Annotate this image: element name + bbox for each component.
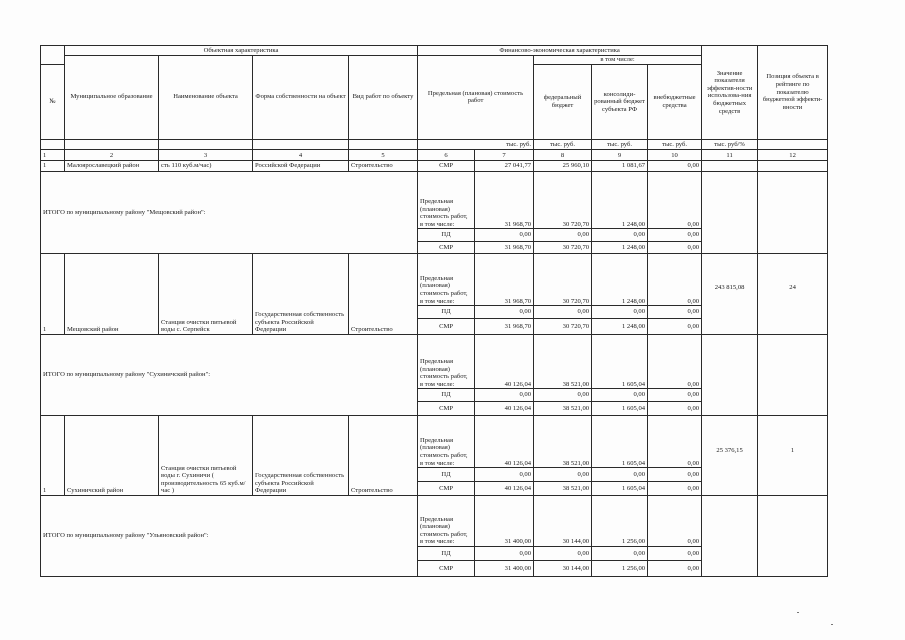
pd-label: ПД (418, 389, 475, 402)
pd-federal: 0,00 (534, 547, 592, 561)
pd-total: 0,00 (475, 306, 534, 319)
pd-federal: 0,00 (534, 306, 592, 319)
cost-label: Предельная (плановая) стоимость работ, в том числе: (418, 253, 475, 305)
pd-total: 0,00 (475, 229, 534, 242)
smr-offbudget: 0,00 (648, 560, 702, 576)
header-including: в том числе: (534, 55, 702, 65)
col-number: 3 (159, 150, 253, 161)
unit-consolidated: тыс. руб. (592, 139, 648, 150)
header-row-groups (41, 46, 828, 56)
row-object-name: сть 110 куб.м/час) (159, 161, 253, 172)
total-row (41, 171, 828, 229)
header-offbudget: внебюджетные средства (648, 65, 702, 140)
smr-label: СМР (418, 481, 475, 495)
scan-speck (797, 612, 799, 613)
cost-label: Предельная (плановая) стоимость работ, в том числе: (418, 171, 475, 229)
header-consolidated: консолиди-рованный бюджет субъекта РФ (592, 65, 648, 140)
col-number: 6 (418, 150, 475, 161)
header-cost: Предельная (плановая) стоимость работ (418, 55, 534, 139)
smr-offbudget: 0,00 (648, 318, 702, 334)
smr-federal: 30 720,70 (534, 242, 592, 254)
pd-label: ПД (418, 468, 475, 482)
consolidated-value: 1 256,00 (592, 495, 648, 546)
offbudget-value: 0,00 (648, 495, 702, 546)
col-number: 1 (41, 150, 65, 161)
smr-label: СМР (418, 242, 475, 254)
pd-offbudget: 0,00 (648, 389, 702, 402)
rank-value: 24 (758, 253, 828, 334)
pd-offbudget: 0,00 (648, 468, 702, 482)
total-row (41, 495, 828, 546)
header-row-units (41, 139, 828, 150)
pd-consolidated: 0,00 (592, 389, 648, 402)
unit-cost: тыс. руб. (418, 139, 534, 150)
consolidated-value: 1 605,04 (592, 415, 648, 467)
row-municipality: Мещовский район (65, 253, 159, 334)
total-value: 31 400,00 (475, 495, 534, 546)
row-no: 1 (41, 253, 65, 334)
federal-value: 30 144,00 (534, 495, 592, 546)
row-total: 27 041,77 (475, 161, 534, 172)
row-work-type: Строительство (349, 253, 418, 334)
header-object-name: Наименование объекта (159, 55, 253, 139)
header-finance-group: Финансово-экономическая характеристика (418, 46, 702, 56)
col-number: 10 (648, 150, 702, 161)
pd-consolidated: 0,00 (592, 229, 648, 242)
pd-offbudget: 0,00 (648, 229, 702, 242)
pd-federal: 0,00 (534, 468, 592, 482)
pd-total: 0,00 (475, 389, 534, 402)
header-federal: федеральный бюджет (534, 65, 592, 140)
header-efficiency: Значение показателя эффектив-ности использова-ния бюджетных средств (702, 46, 758, 140)
table-row (41, 415, 828, 467)
row-ownership: Государственная собственность субъекта Российской Федерации (253, 253, 349, 334)
cost-label: Предельная (плановая) стоимость работ, в том числе: (418, 334, 475, 388)
row-municipality: Малоярославецкий район (65, 161, 159, 172)
total-value: 31 968,70 (475, 171, 534, 229)
col-number: 8 (534, 150, 592, 161)
unit-federal: тыс. руб. (534, 139, 592, 150)
pd-offbudget: 0,00 (648, 547, 702, 561)
smr-total: 31 968,70 (475, 242, 534, 254)
unit-offbudget: тыс. руб. (648, 139, 702, 150)
smr-label: СМР (418, 402, 475, 416)
federal-value: 38 521,00 (534, 415, 592, 467)
federal-value: 30 720,70 (534, 171, 592, 229)
smr-offbudget: 0,00 (648, 402, 702, 416)
row-object-name: Станция очистки питьевой воды г. Сухиничи ( производительность 65 куб.м/час ) (159, 415, 253, 495)
col-number: 4 (253, 150, 349, 161)
total-label: ИТОГО по муниципальному району "Сухиничский район": (41, 334, 418, 415)
smr-federal: 30 720,70 (534, 318, 592, 334)
header-municipality: Муниципальное образование (65, 55, 159, 139)
smr-total: 31 400,00 (475, 560, 534, 576)
pd-offbudget: 0,00 (648, 306, 702, 319)
efficiency-value: 243 815,08 (702, 253, 758, 334)
total-label: ИТОГО по муниципальному району "Мещовский район": (41, 171, 418, 253)
header-no-cell (41, 46, 65, 65)
row-consolidated: 1 081,67 (592, 161, 648, 172)
consolidated-value: 1 605,04 (592, 334, 648, 388)
total-value: 40 126,04 (475, 334, 534, 388)
smr-federal: 30 144,00 (534, 560, 592, 576)
pd-total: 0,00 (475, 468, 534, 482)
table-row (41, 253, 828, 305)
table-row (41, 161, 828, 172)
unit-efficiency: тыс. руб/% (702, 139, 758, 150)
pd-label: ПД (418, 229, 475, 242)
row-object-name: Станция очистки питьевой воды с. Серпейск (159, 253, 253, 334)
consolidated-value: 1 248,00 (592, 253, 648, 305)
smr-label: СМР (418, 318, 475, 334)
smr-total: 40 126,04 (475, 481, 534, 495)
row-federal: 25 960,10 (534, 161, 592, 172)
federal-value: 30 720,70 (534, 253, 592, 305)
row-municipality: Сухиничский район (65, 415, 159, 495)
efficiency-value: 25 376,15 (702, 415, 758, 495)
offbudget-value: 0,00 (648, 334, 702, 388)
pd-consolidated: 0,00 (592, 468, 648, 482)
smr-offbudget: 0,00 (648, 481, 702, 495)
row-offbudget: 0,00 (648, 161, 702, 172)
smr-consolidated: 1 605,04 (592, 481, 648, 495)
row-work-type: Строительство (349, 161, 418, 172)
row-no: 1 (41, 161, 65, 172)
col-number: 2 (65, 150, 159, 161)
header-work-type: Вид работ по объекту (349, 55, 418, 139)
smr-total: 40 126,04 (475, 402, 534, 416)
col-number: 12 (758, 150, 828, 161)
total-value: 31 968,70 (475, 253, 534, 305)
pd-consolidated: 0,00 (592, 547, 648, 561)
total-label: ИТОГО по муниципальному району "Ульяновский район": (41, 495, 418, 576)
pd-total: 0,00 (475, 547, 534, 561)
header-no: № (41, 65, 65, 140)
consolidated-value: 1 248,00 (592, 171, 648, 229)
pd-federal: 0,00 (534, 389, 592, 402)
header-rank: Позиция объекта в рейтинге по показателю бюджетной эффекти-вности (758, 46, 828, 140)
pd-label: ПД (418, 306, 475, 319)
smr-label: СМР (418, 560, 475, 576)
header-object-group: Объектная характеристика (65, 46, 418, 56)
row-ownership: Российской Федерации (253, 161, 349, 172)
offbudget-value: 0,00 (648, 415, 702, 467)
scan-speck (831, 624, 833, 625)
col-number: 7 (475, 150, 534, 161)
row-ownership: Государственная собственность субъекта Российской Федерации (253, 415, 349, 495)
pd-label: ПД (418, 547, 475, 561)
row-cost-type: СМР (418, 161, 475, 172)
cost-label: Предельная (плановая) стоимость работ, в том числе: (418, 495, 475, 546)
smr-total: 31 968,70 (475, 318, 534, 334)
col-number: 5 (349, 150, 418, 161)
offbudget-value: 0,00 (648, 253, 702, 305)
federal-value: 38 521,00 (534, 334, 592, 388)
header-ownership: Форма собственности на объект (253, 55, 349, 139)
smr-federal: 38 521,00 (534, 481, 592, 495)
offbudget-value: 0,00 (648, 171, 702, 229)
total-value: 40 126,04 (475, 415, 534, 467)
finance-table (40, 45, 828, 577)
pd-consolidated: 0,00 (592, 306, 648, 319)
col-number: 9 (592, 150, 648, 161)
col-number: 11 (702, 150, 758, 161)
total-row (41, 334, 828, 388)
row-no: 1 (41, 415, 65, 495)
row-work-type: Строительство (349, 415, 418, 495)
header-row-numbers (41, 150, 828, 161)
smr-consolidated: 1 256,00 (592, 560, 648, 576)
rank-value: 1 (758, 415, 828, 495)
pd-federal: 0,00 (534, 229, 592, 242)
smr-offbudget: 0,00 (648, 242, 702, 254)
smr-consolidated: 1 248,00 (592, 242, 648, 254)
smr-consolidated: 1 248,00 (592, 318, 648, 334)
smr-consolidated: 1 605,04 (592, 402, 648, 416)
smr-federal: 38 521,00 (534, 402, 592, 416)
cost-label: Предельная (плановая) стоимость работ, в том числе: (418, 415, 475, 467)
